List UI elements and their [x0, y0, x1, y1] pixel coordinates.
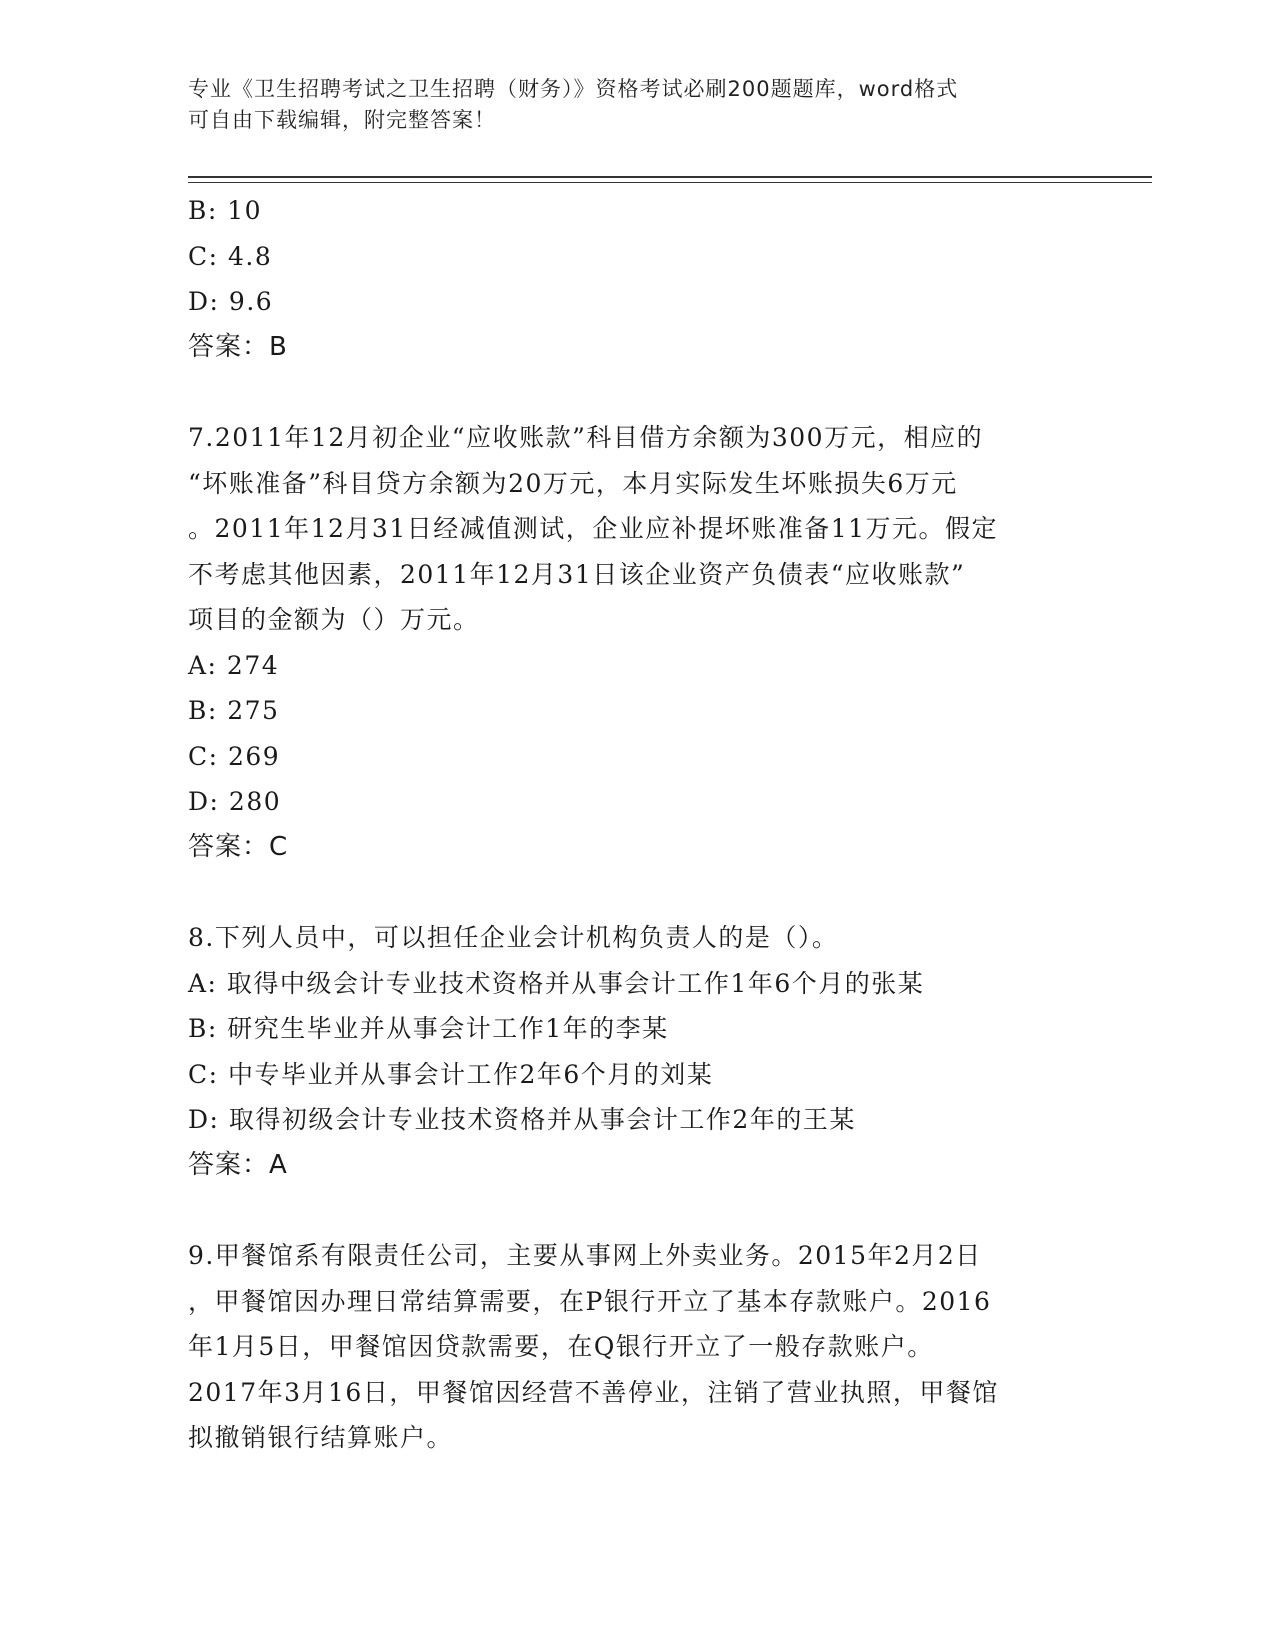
- question-stem-line: ，甲餐馆因办理日常结算需要，在P银行开立了基本存款账户。2016: [188, 1286, 992, 1316]
- question-8: [188, 915, 1088, 1188]
- option-c: C: 4.8: [188, 241, 273, 271]
- option-d: D: 取得初级会计专业技术资格并从事会计工作2年的王某: [188, 1105, 856, 1134]
- question-stem-line: 年1月5日，甲餐馆因贷款需要，在Q银行开立了一般存款账户。: [188, 1332, 934, 1361]
- question-stem-line: 8.下列人员中，可以担任企业会计机构负责人的是（）。: [188, 923, 839, 952]
- spacer: [188, 1188, 1088, 1233]
- document-header: [188, 74, 1068, 136]
- option-d: D: 9.6: [188, 287, 274, 316]
- question-stem-line: 7.2011年12月初企业“应收账款”科目借方余额为300万元，相应的: [188, 423, 984, 452]
- answer-line: 答案：A: [188, 1149, 288, 1180]
- question-6-tail: [188, 188, 1088, 370]
- question-stem-line: 拟撤销银行结算账户。: [188, 1423, 454, 1452]
- question-content: [188, 188, 1088, 1461]
- question-9: [188, 1233, 1088, 1461]
- option-b: B: 275: [188, 696, 280, 725]
- header-title-line-2: 可自由下载编辑，附完整答案！: [188, 108, 496, 132]
- option-a: A: 取得中级会计专业技术资格并从事会计工作1年6个月的张某: [188, 968, 925, 998]
- spacer: [188, 870, 1088, 915]
- option-c: C: 269: [188, 741, 281, 771]
- option-b: B: 10: [188, 196, 263, 225]
- question-stem-line: 。2011年12月31日经减值测试，企业应补提坏账准备11万元。假定: [188, 514, 999, 543]
- option-a: A: 274: [188, 650, 280, 680]
- header-divider-thin: [188, 182, 1152, 183]
- option-c: C: 中专毕业并从事会计工作2年6个月的刘某: [188, 1059, 714, 1089]
- question-stem-line: 不考虑其他因素，2011年12月31日该企业资产负债表“应收账款”: [188, 559, 966, 589]
- question-7: [188, 415, 1088, 870]
- header-divider-thick: [188, 176, 1152, 178]
- option-b: B: 研究生毕业并从事会计工作1年的李某: [188, 1014, 669, 1043]
- question-stem-line: “坏账准备”科目贷方余额为20万元，本月实际发生坏账损失6万元: [188, 468, 958, 498]
- question-stem-line: 2017年3月16日，甲餐馆因经营不善停业，注销了营业执照，甲餐馆: [188, 1377, 999, 1407]
- answer-line: 答案：B: [188, 331, 288, 362]
- spacer: [188, 370, 1088, 415]
- option-d: D: 280: [188, 787, 282, 816]
- question-stem-line: 9.甲餐馆系有限责任公司，主要从事网上外卖业务。2015年2月2日: [188, 1241, 982, 1270]
- header-title-line-1: 专业《卫生招聘考试之卫生招聘（财务）》资格考试必刷200题题库，word格式: [188, 77, 959, 101]
- question-stem-line: 项目的金额为（）万元。: [188, 605, 480, 634]
- answer-line: 答案：C: [188, 831, 289, 862]
